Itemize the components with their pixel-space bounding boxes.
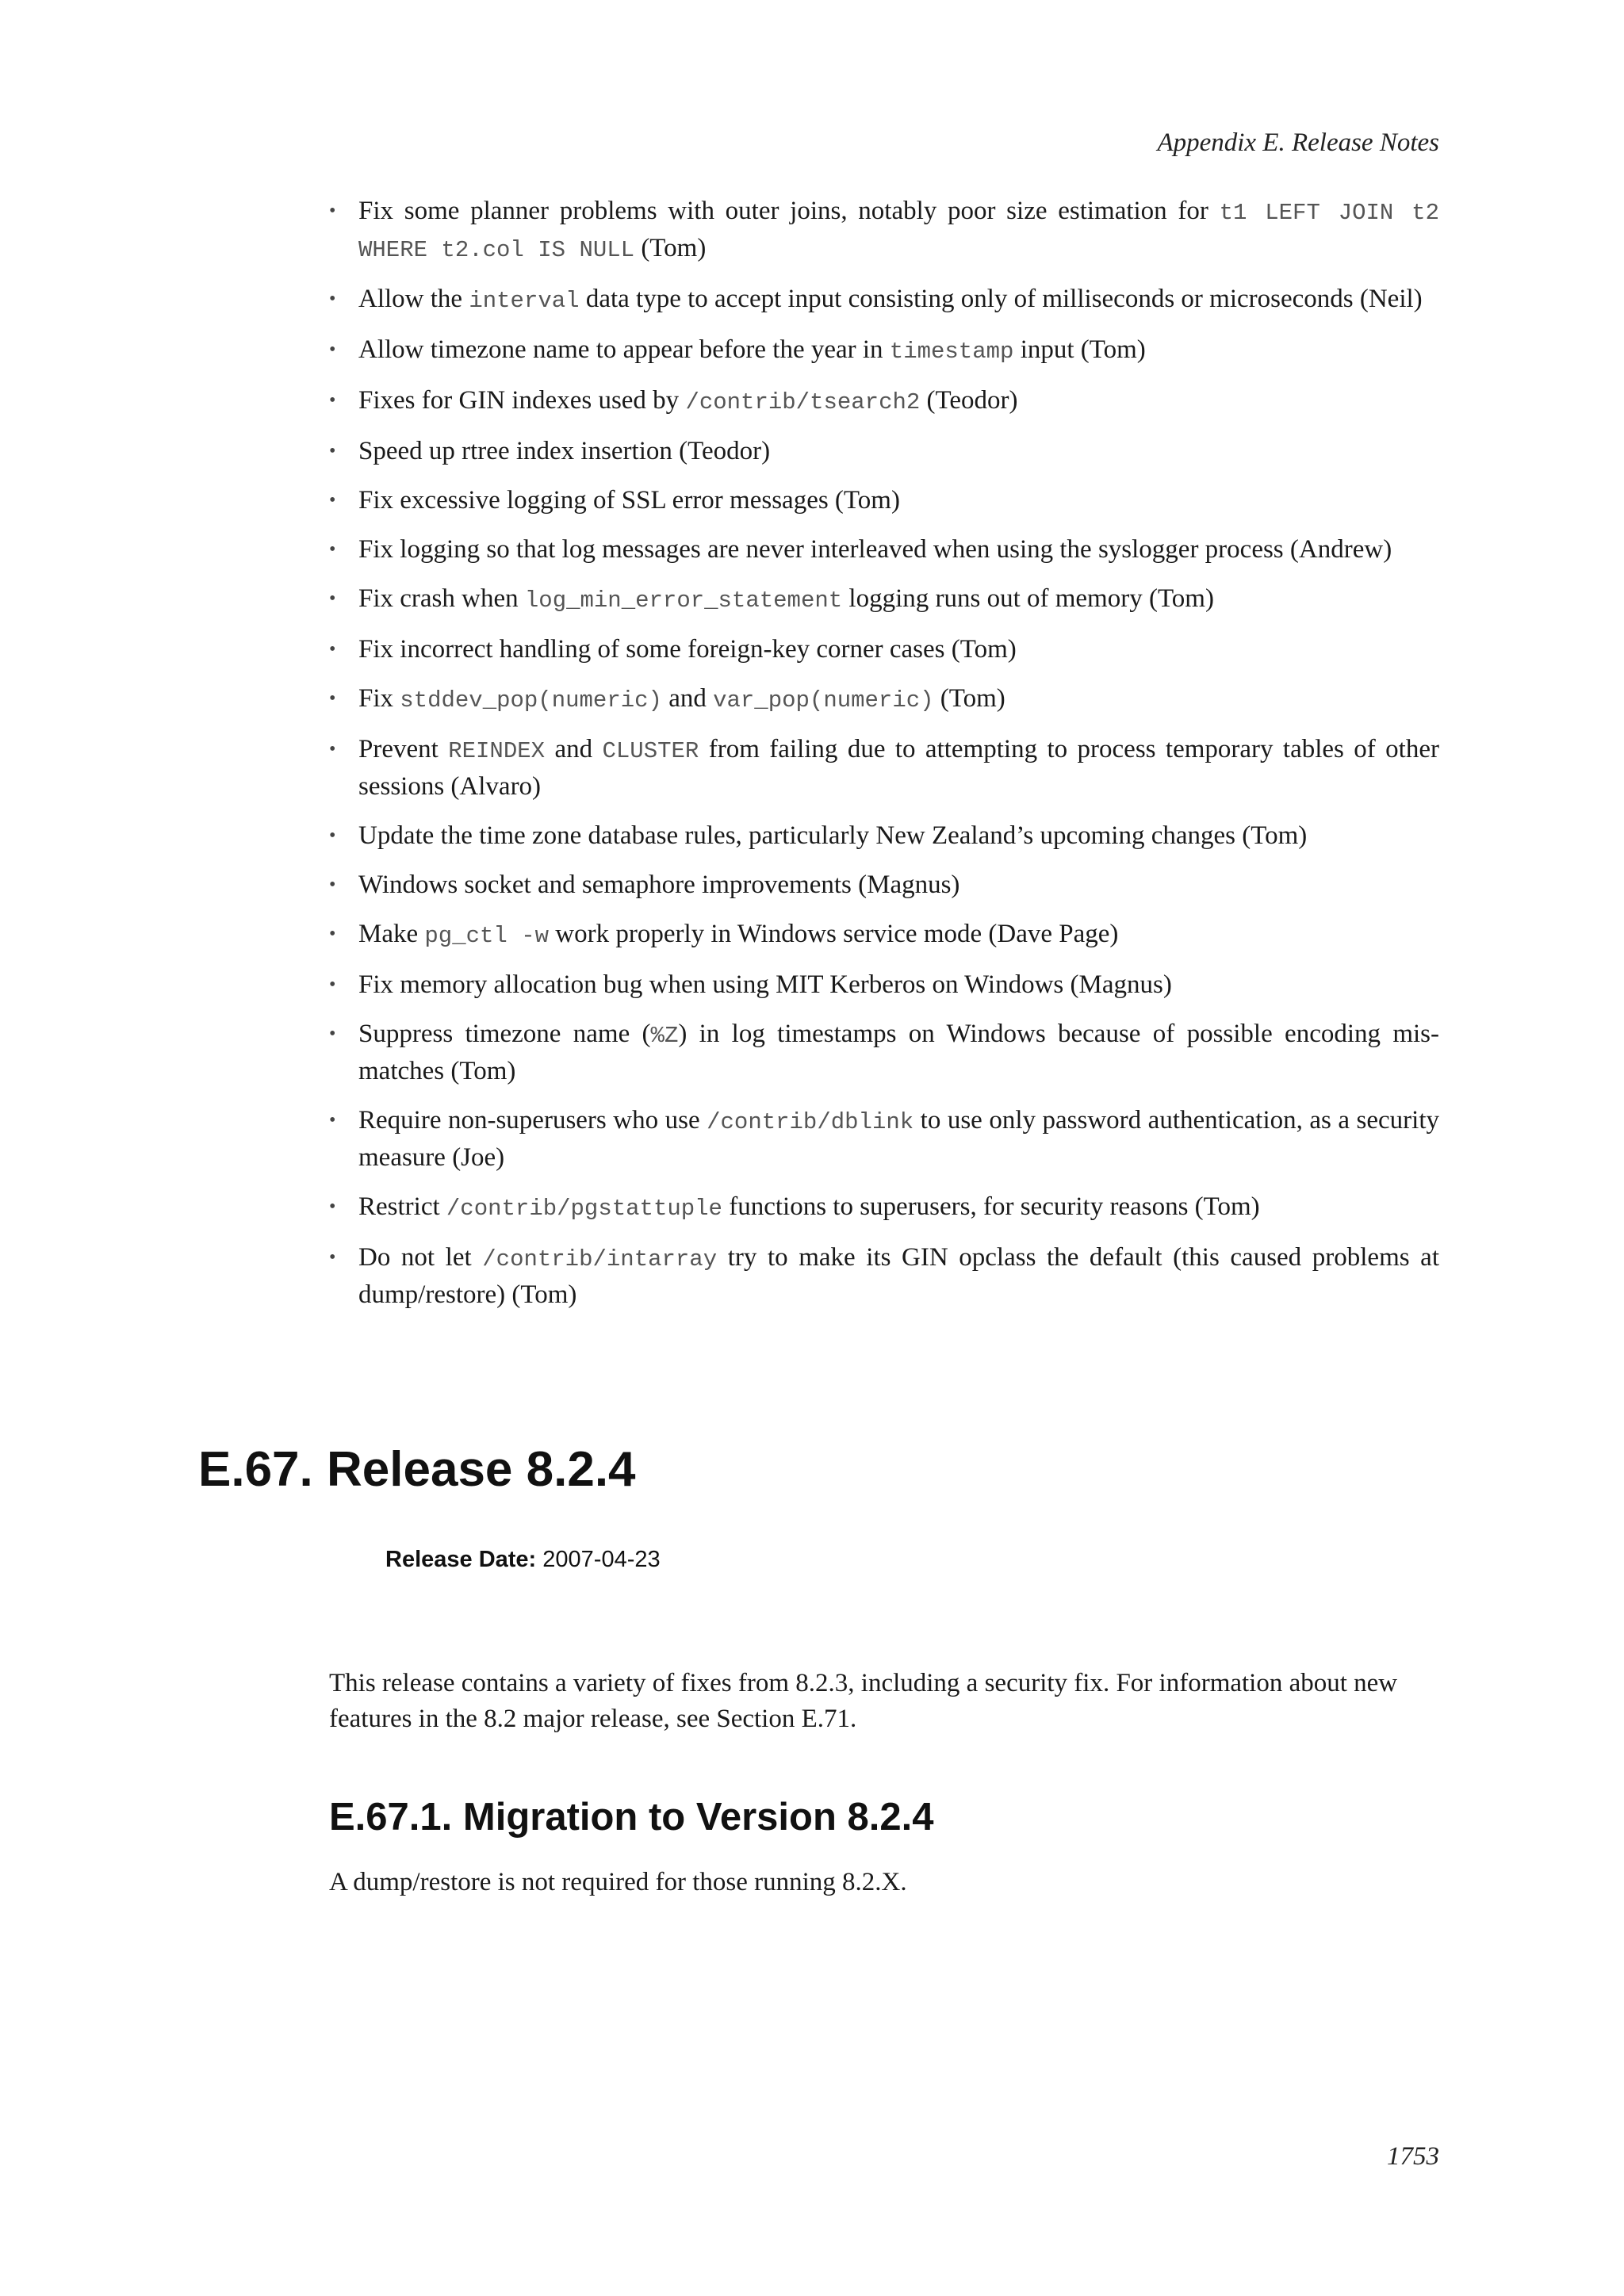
item-text: Fix some planner problems with outer joins, notably poor size estimation for — [358, 197, 1220, 225]
inline-code: log_min_error_statement — [524, 587, 843, 614]
item-text: Fix excessive logging of SSL error messages (Tom) — [358, 486, 900, 515]
release-note-item — [329, 916, 1439, 954]
inline-code: stddev_pop(numeric) — [400, 687, 662, 714]
item-text: Fix logging so that log messages are never interleaved when using the syslogger process (Andrew) — [358, 535, 1392, 564]
release-note-item — [329, 383, 1439, 420]
inline-code: /contrib/dblink — [707, 1109, 914, 1135]
item-text: Allow the — [358, 285, 469, 313]
inline-code: /contrib/tsearch2 — [685, 389, 921, 415]
item-text: and — [661, 684, 714, 713]
item-text: Speed up rtree index insertion (Teodor) — [358, 437, 771, 465]
release-note-item — [329, 332, 1439, 369]
inline-code: pg_ctl -w — [424, 923, 550, 949]
item-text: (Tom) — [933, 684, 1005, 713]
item-text: (Teodor) — [920, 386, 1018, 415]
release-note-item — [329, 483, 1439, 519]
item-text: (Tom) — [634, 234, 707, 262]
release-note-item — [329, 1103, 1439, 1176]
release-notes-bullet-list — [329, 193, 1439, 1326]
inline-code: timestamp — [889, 339, 1014, 365]
release-date-value: 2007-04-23 — [536, 1547, 661, 1572]
item-text: functions to superusers, for security reasons (Tom) — [722, 1192, 1260, 1221]
inline-code: REINDEX — [448, 738, 546, 764]
item-text: Fix — [358, 684, 400, 713]
release-date-label: Release Date: — [385, 1547, 537, 1572]
release-note-item — [329, 434, 1439, 469]
release-note-item — [329, 867, 1439, 903]
item-text: Prevent — [358, 735, 449, 763]
inline-code: t1 LEFT JOIN t2 WHERE t2.col IS NULL — [358, 200, 1439, 263]
release-note-item — [329, 818, 1439, 854]
inline-code: interval — [469, 288, 580, 314]
section-title: E.67. Release 8.2.4 — [198, 1442, 636, 1497]
item-text: Fix crash when — [358, 584, 525, 613]
item-text: Fix incorrect handling of some foreign-key corner cases (Tom) — [358, 635, 1017, 664]
item-text: from failing due to attempting to process temporary tables of other sessions (Alvaro) — [358, 735, 1439, 801]
item-text: Suppress timezone name ( — [358, 1020, 651, 1048]
inline-code: /contrib/intarray — [482, 1246, 718, 1272]
release-note-item — [329, 681, 1439, 718]
item-text: Fixes for GIN indexes used by — [358, 386, 686, 415]
item-text: try to make its GIN opclass the default (this caused problems at dump/restore) (Tom) — [358, 1243, 1439, 1309]
item-text: data type to accept input consisting only of milliseconds or microseconds (Neil) — [579, 285, 1423, 313]
release-note-item — [329, 1189, 1439, 1226]
item-text: logging runs out of memory (Tom) — [842, 584, 1214, 613]
item-text: Update the time zone database rules, particularly New Zealand’s upcoming changes (Tom) — [358, 821, 1308, 850]
item-text: Windows socket and semaphore improvements (Magnus) — [358, 871, 960, 899]
release-note-item — [329, 1016, 1439, 1089]
item-text: Allow timezone name to appear before the year in — [358, 335, 890, 364]
migration-paragraph: A dump/restore is not required for those running 8.2.X. — [329, 1868, 907, 1896]
release-note-item — [329, 581, 1439, 618]
item-text: work properly in Windows service mode (Dave Page) — [549, 920, 1119, 948]
inline-code: %Z — [650, 1023, 679, 1049]
item-text: ) in log timestamps on Windows because of possible encoding mis-matches (Tom) — [358, 1020, 1440, 1085]
running-header: Appendix E. Release Notes — [1157, 128, 1439, 157]
inline-code: CLUSTER — [602, 738, 699, 764]
inline-code: var_pop(numeric) — [713, 687, 934, 714]
item-text: and — [545, 735, 603, 763]
inline-code: /contrib/pgstattuple — [446, 1196, 722, 1222]
item-text: Do not let — [358, 1243, 483, 1272]
item-text: Fix memory allocation bug when using MIT Kerberos on Windows (Magnus) — [358, 970, 1172, 999]
release-date — [385, 1547, 661, 1573]
item-text: input (Tom) — [1013, 335, 1146, 364]
release-note-item — [329, 1240, 1439, 1313]
release-note-item — [329, 281, 1439, 319]
release-note-item — [329, 967, 1439, 1003]
release-intro-paragraph: This release contains a variety of fixes from 8.2.3, including a security fix. For information about new features in the 8.2 major release, see Section E.71. — [329, 1669, 1398, 1733]
release-note-item — [329, 193, 1439, 268]
item-text: Restrict — [358, 1192, 446, 1221]
subsection-title: E.67.1. Migration to Version 8.2.4 — [329, 1796, 934, 1839]
page-number: 1753 — [1387, 2142, 1439, 2171]
release-note-item — [329, 632, 1439, 668]
item-text: to use only password authentication, as a security measure (Joe) — [358, 1106, 1439, 1172]
item-text: Require non-superusers who use — [358, 1106, 707, 1135]
item-text: Make — [358, 920, 425, 948]
release-note-item — [329, 532, 1439, 568]
release-note-item — [329, 732, 1439, 805]
